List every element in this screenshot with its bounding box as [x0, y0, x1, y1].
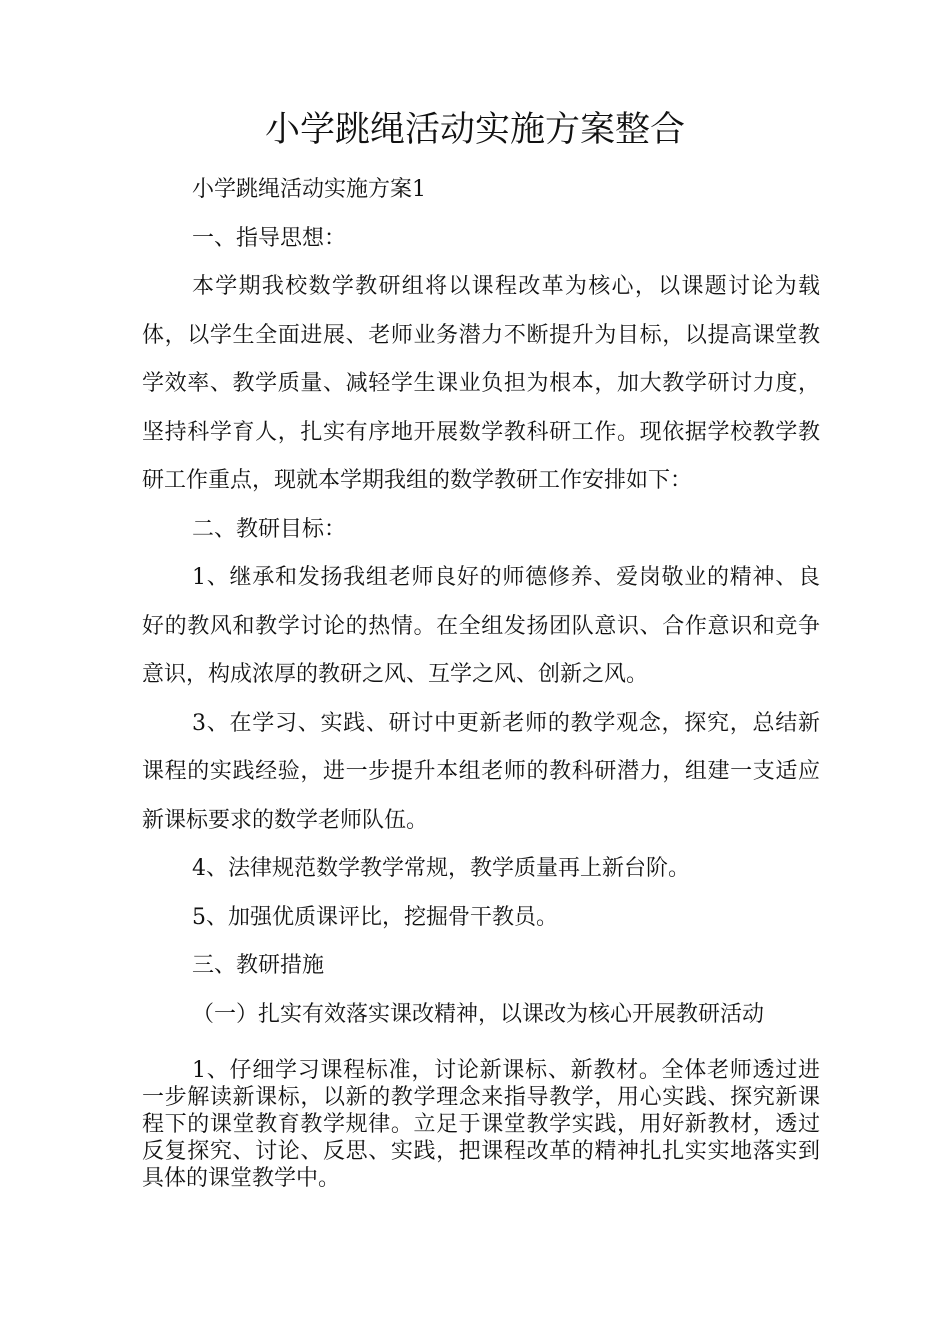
section-heading-research-measures: 三、教研措施: [192, 953, 325, 978]
paragraph-measure-1: 1、仔细学习课程标准，讨论新课标、新教材。全体老师透过进一步解读新课标，以新的教学理念来指导教学，用心实践、探究新课程下的课堂教育教学规律。立足于课堂教学实践，用好新教材，透过反复探究、讨论、反思、实践，把课程改革的精神扎扎实实地落实到具体的课堂教学中。: [142, 1058, 820, 1191]
document-title: 小学跳绳活动实施方案整合: [264, 110, 685, 150]
document-body: [142, 166, 820, 1192]
subsection-heading-1: （一）扎实有效落实课改精神，以课改为核心开展教研活动: [192, 1001, 765, 1027]
paragraph-goal-5: 5、加强优质课评比，挖掘骨干教员。: [192, 904, 558, 930]
paragraph-goal-1: 1、继承和发扬我组老师良好的师德修养、爱岗敬业的精神、良好的教风和教学讨论的热情。在全组发扬团队意识、合作意识和竞争意识，构成浓厚的教研之风、互学之风、创新之风。: [142, 565, 820, 687]
subtitle-paragraph: 小学跳绳活动实施方案1: [192, 177, 426, 202]
paragraph-guiding-thought: 本学期我校数学教研组将以课程改革为核心，以课题讨论为载体，以学生全面进展、老师业务潜力不断提升为目标，以提高课堂教学效率、教学质量、减轻学生课业负担为根本，加大教学研讨力度，坚持科学育人，扎实有序地开展数学教科研工作。现依据学校教学教研工作重点，现就本学期我组的数学教研工作安排如下：: [142, 274, 820, 493]
section-heading-research-goals: 二、教研目标：: [192, 516, 347, 542]
paragraph-goal-4: 4、法律规范数学教学常规，教学质量再上新台阶。: [192, 856, 690, 881]
paragraph-goal-3: 3、在学习、实践、研讨中更新老师的教学观念，探究，总结新课程的实践经验，进一步提升本组老师的教科研潜力，组建一支适应新课标要求的数学老师队伍。: [142, 710, 820, 833]
section-heading-guiding-thought: 一、指导思想：: [192, 225, 347, 251]
